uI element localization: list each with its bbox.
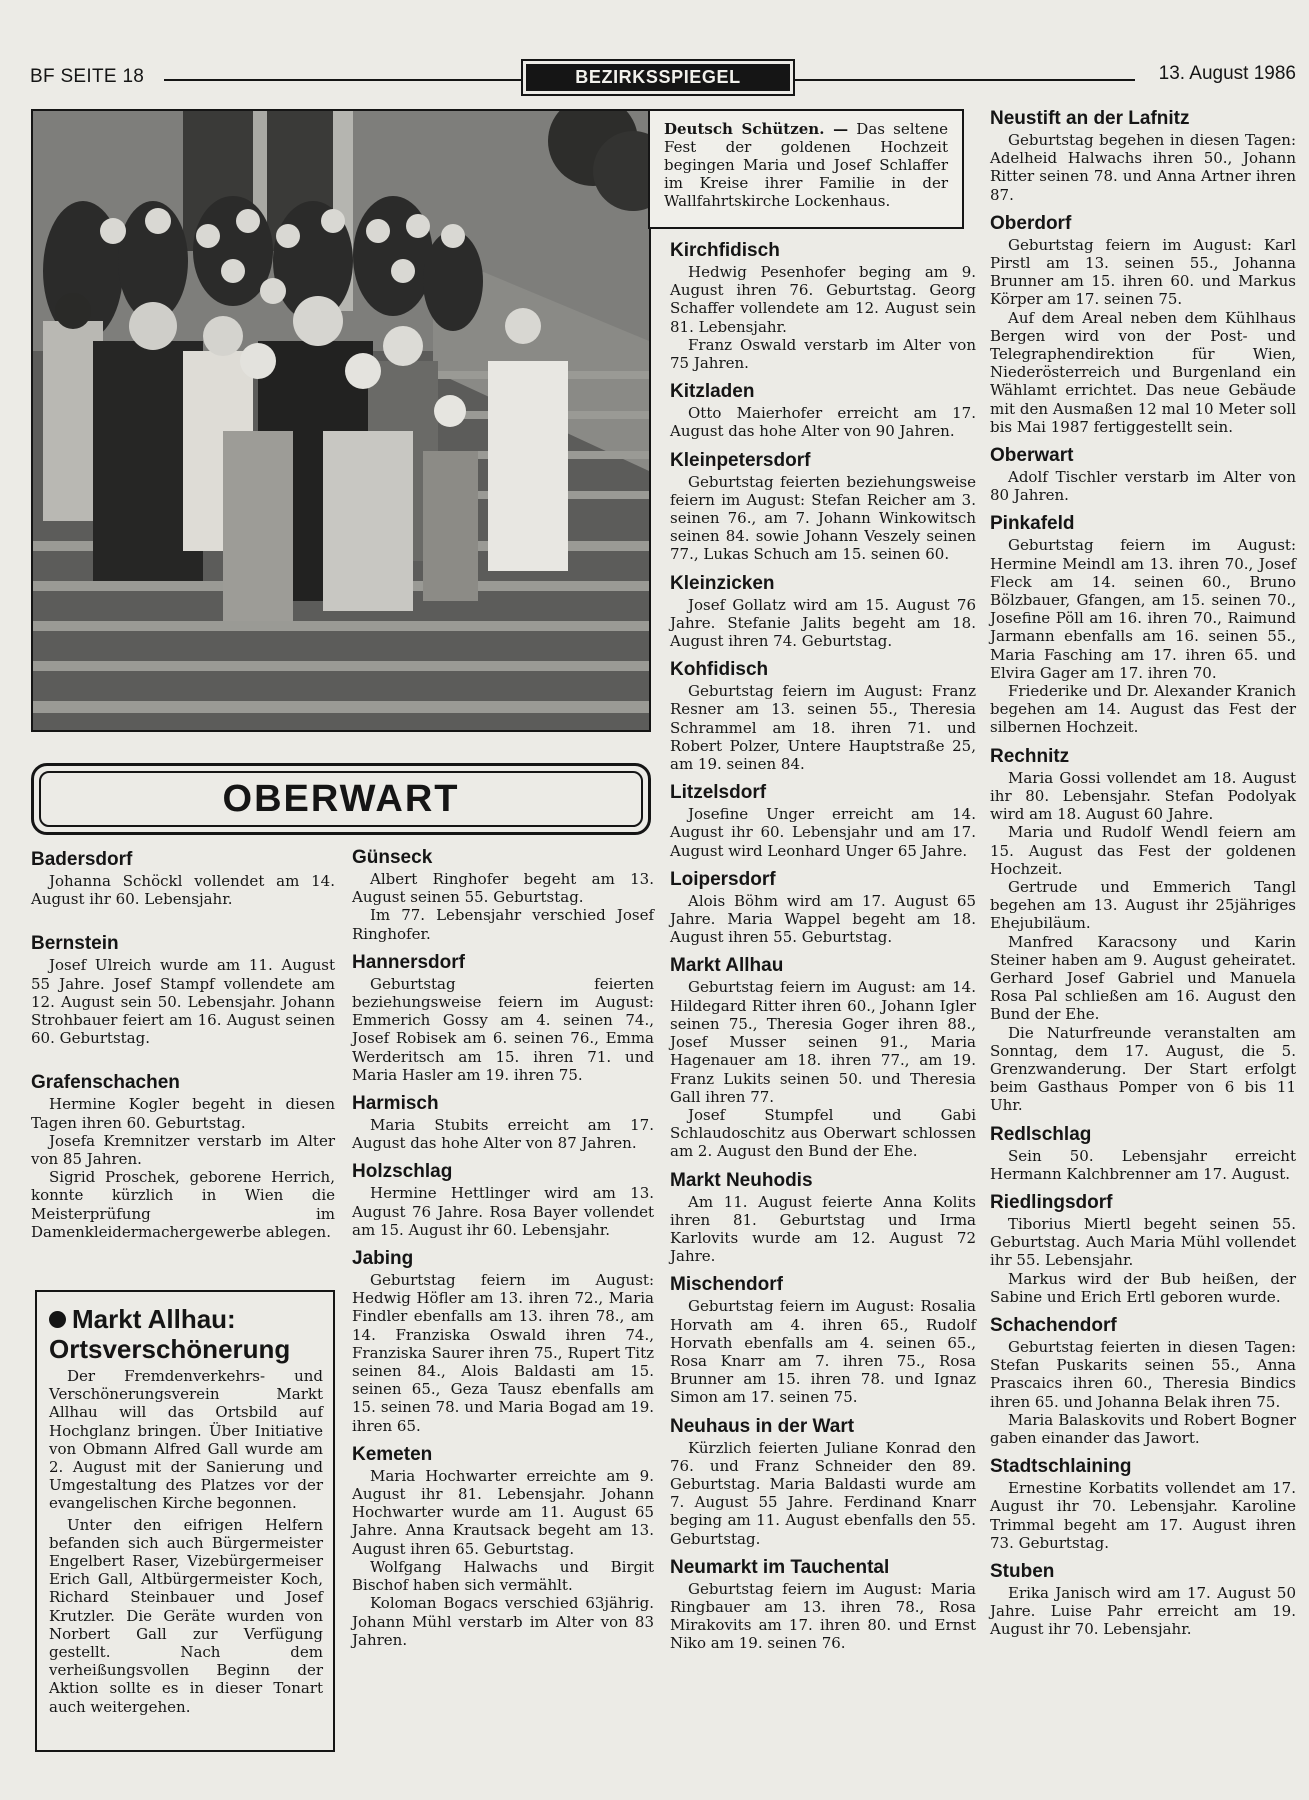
column-1 [31,848,335,1241]
section-heading: Kirchfidisch [670,240,780,261]
feature-box-heading-1 [49,1304,323,1334]
news-item: Manfred Karacsony und Karin Steiner haben am 9. August geheiratet. Gerhard Josef Gabriel und Manuela Rosa Pal schließen am 16. August den Bund der Ehe. [990,932,1296,1024]
news-item: Geburtstag feiern im August: Maria Ringbauer am 13. ihren 78., Rosa Mirakovits am 17. ihren 80. und Ernst Niko am 19. seinen 76. [670,1579,976,1653]
news-item: Josefine Unger erreicht am 14. August ihr 60. Lebensjahr und am 17. August wird Leonhard Unger 65 Jahre. [670,805,976,860]
news-item: Koloman Bogacs verschied 63jährig. Johann Mühl verstarb im Alter von 83 Jahren. [352,1594,654,1649]
section-heading: Kemeten [352,1443,433,1465]
news-item: Albert Ringhofer begeht am 13. August seinen 55. Geburtstag. [352,870,654,907]
news-item: Sigrid Proschek, geborene Herrich, konnte kürzlich in Wien die Meisterprüfung im Damenkleidermachergewerbe ablegen. [31,1168,335,1241]
section-heading: Hannersdorf [352,951,465,973]
news-item: Geburtstag feierten in diesen Tagen: Stefan Puskarits seinen 55., Anna Prascaics ihren 60., Theresia Bindics ihren 65. und Johanna Belak ihren 75. [990,1337,1296,1411]
feature-box [35,1290,335,1752]
news-item: Geburtstag feiern im August: am 14. Hildegard Ritter ihren 60., Johann Igler seinen 75., Theresia Goger ihren 88., Josef Musser seinen 91., Maria Hagenauer am 18. ihren 77., am 19. Franz Lukits seinen 50. und Theresia Gall ihren 77. [670,978,976,1106]
news-item: Hermine Kogler begeht in diesen Tagen ihren 60. Geburtstag. [31,1095,335,1132]
news-item: Geburtstag feiern im August: Rosalia Horvath am 4. ihren 65., Rudolf Horvath ebenfalls am 4. seinen 65., Rosa Knarr am 7. ihren 75., Rosa Brunner am 15. ihren 78. und Ignaz Simon am 17. seinen 75. [670,1297,976,1407]
section-heading: Pinkafeld [990,513,1075,535]
news-item: Wolfgang Halwachs und Birgit Bischof haben sich vermählt. [352,1557,654,1595]
section-heading: Bernstein [31,933,119,955]
feature-box-heading-2: Ortsverschönerung [49,1334,291,1364]
feature-box-heading-1-text: Markt Allhau: [72,1304,236,1334]
news-item: Maria Balaskovits und Robert Bogner gaben einander das Jawort. [990,1410,1296,1447]
section-heading: Markt Neuhodis [670,1169,813,1191]
section-heading: Neuhaus in der Wart [670,1415,855,1437]
news-item: Josef Stumpfel und Gabi Schlaudoschitz aus Oberwart schlossen am 2. August den Bund der Ehe. [670,1105,976,1161]
news-item: Geburtstag feierten beziehungsweise feiern im August: Emmerich Gossy am 4. seinen 74., Josef Robisek am 6. seinen 76., Emma Werderitsch am 15. ihren 71. und Maria Hasler am 19. ihren 75. [352,974,654,1084]
news-item: Adolf Tischler verstarb im Alter von 80 Jahren. [990,468,1296,505]
news-item: Am 11. August feierte Anna Kolits ihren 81. Geburtstag und Irma Karlovits wurde am 12. August 72 Jahre. [670,1192,976,1266]
caption-title: Deutsch Schützen. — [664,120,849,138]
feature-box-paragraph: Der Fremdenverkehrs- und Verschönerungsverein Markt Allhau will das Ortsbild auf Hochglanz bringen. Über Initiative von Obmann Alfred Gall wurde am 2. August mit der Sanierung und Umgestaltung des Platzes vor der evangelischen Kirche begonnen. [49,1367,323,1513]
news-item: Franz Oswald verstarb im Alter von 75 Jahren. [670,335,976,373]
section-heading: Kohfidisch [670,659,769,681]
section-heading: Loipersdorf [670,868,776,890]
section-heading: Kleinzicken [670,572,775,594]
section-heading: Harmisch [352,1093,439,1115]
section-heading: Schachendorf [990,1314,1117,1336]
header-rule-right [795,79,1135,81]
news-item: Im 77. Lebensjahr verschied Josef Ringhofer. [352,906,654,943]
section-heading: Litzelsdorf [670,782,767,804]
news-item: Sein 50. Lebensjahr erreicht Hermann Kalchbrenner am 17. August. [990,1146,1296,1183]
news-item: Otto Maierhofer erreicht am 17. August das hohe Alter von 90 Jahren. [670,404,976,441]
bullet-icon [49,1311,66,1328]
group-photo-image [33,111,649,730]
news-item: Geburtstag feierten beziehungsweise feiern im August: Stefan Reicher am 3. seinen 76., am 7. Johann Winkowitsch seinen 84. sowie Johann Veszely seinen 77., Lukas Schuch am 15. seinen 60. [670,472,976,564]
section-heading: Stadtschlaining [990,1456,1132,1478]
news-item: Josef Ulreich wurde am 11. August 55 Jahre. Josef Stampf vollendete am 12. August sein 50. Lebensjahr. Johann Strohbauer feiert am 16. August seinen 60. Geburtstag. [31,956,335,1048]
section-heading: Grafenschachen [31,1072,180,1094]
section-heading: Riedlingsdorf [990,1191,1113,1213]
section-heading: Kleinpetersdorf [670,449,811,471]
section-heading: Jabing [352,1248,414,1270]
section-title-box [521,59,795,96]
news-item: Johanna Schöckl vollendet am 14. August ihr 60. Lebensjahr. [31,872,335,909]
news-item: Maria Stubits erreicht am 17. August das hohe Alter von 87 Jahren. [352,1116,654,1153]
header-rule-left [164,79,521,81]
column-3 [670,239,976,1653]
section-heading: Neumarkt im Tauchental [670,1556,890,1578]
news-item: Maria Gossi vollendet am 18. August ihr 80. Lebensjahr. Stefan Podolyak wird am 18. August 60 Jahre. [990,768,1296,824]
news-item: Maria Hochwarter erreichte am 9. August ihr 81. Lebensjahr. Johann Hochwarter wurde am 11. August 65 Jahre. Anna Krautsack begeht am 13. August ihren 65. Geburtstag. [352,1466,654,1558]
section-heading: Rechnitz [990,745,1070,767]
group-photo [31,109,651,732]
news-item: Josef Gollatz wird am 15. August 76 Jahre. Stefanie Jalits begeht am 18. August ihren 74. Geburtstag. [670,595,976,651]
section-heading: Holzschlag [352,1161,453,1183]
news-item: Geburtstag feiern im August: Hedwig Höfler am 13. ihren 72., Maria Findler ebenfalls am 13. ihren 78., am 14. Franziska Oswald ihren 74., Franziska Saurer ihren 75., Rupert Titz seinen 84., Alois Baldasti am 15. seinen 65., Geza Tausz ebenfalls am 15. seinen 78. und Maria Bogad am 19. ihren 65. [352,1271,654,1435]
news-item: Hedwig Pesenhofer beging am 9. August ihren 76. Geburtstag. Georg Schaffer vollendete am 12. August sein 81. Lebensjahr. [670,263,976,336]
news-item: Alois Böhm wird am 17. August 65 Jahre. Maria Wappel begeht am 18. August ihren 55. Geburtstag. [670,891,976,947]
news-item: Geburtstag feiern im August: Karl Pirstl am 13. seinen 55., Johanna Brunner am 15. ihren 60. und Markus Körper am 17. seinen 75. [990,235,1296,309]
news-item: Kürzlich feierten Juliane Konrad den 76. und Franz Schneider den 89. Geburtstag. Maria Baldasti wurde am 7. August 55 Jahre. Ferdinand Knarr beging am 11. August ebenfalls den 55. Geburtstag. [670,1438,976,1548]
region-banner [31,763,651,835]
news-item: Erika Janisch wird am 17. August 50 Jahre. Luise Pahr erreicht am 19. August ihr 70. Lebensjahr. [990,1584,1296,1639]
section-heading: Oberdorf [990,212,1072,234]
section-heading: Neustift an der Lafnitz [990,108,1190,129]
photo-caption [648,109,964,229]
news-item: Markus wird der Bub heißen, der Sabine und Erich Ertl geboren wurde. [990,1269,1296,1306]
column-2 [352,846,654,1649]
news-item: Geburtstag feiern im August: Hermine Meindl am 13. ihren 70., Josef Fleck am 14. seinen 60., Bruno Bölzbauer, Gfangen, am 15. seinen 70., Josefine Pöll am 16. ihren 70., Raimund Jarmann ebenfalls am 16. seinen 55., Maria Fasching am 17. ihren 65. und Elvira Gager am 17. ihren 70. [990,536,1296,682]
news-item: Josefa Kremnitzer verstarb im Alter von 85 Jahren. [31,1131,335,1169]
news-item: Auf dem Areal neben dem Kühlhaus Bergen wird von der Post- und Telegraphendirektion für Wien, Niederösterreich und Burgenland ein Wählamt errichtet. Das neue Gebäude mit den Ausmaßen 12 mal 10 Meter soll bis Mai 1987 fertiggestellt sein. [990,308,1296,436]
news-item: Geburtstag begehen in diesen Tagen: Adelheid Halwachs ihren 50., Johann Ritter seinen 78. und Anna Artner ihren 87. [990,131,1296,204]
issue-date: 13. August 1986 [1151,63,1296,85]
section-heading: Günseck [352,847,433,868]
news-item: Hermine Hettlinger wird am 13. August 76 Jahre. Rosa Bayer vollendet am 15. August ihr 60. Lebensjahr. [352,1184,654,1239]
column-4 [990,107,1296,1639]
section-heading: Mischendorf [670,1274,783,1296]
news-item: Tiborius Miertl begeht seinen 55. Geburtstag. Auch Maria Mühl vollendet ihr 55. Lebensjahr. [990,1214,1296,1270]
section-heading: Stuben [990,1561,1055,1582]
news-item: Friederike und Dr. Alexander Kranich begehen am 14. August das Fest der silbernen Hochzeit. [990,682,1296,737]
caption-text: Das seltene Fest der goldenen Hochzeit begingen Maria und Josef Schlaffer im Kreise ihrer Familie in der Wallfahrtskirche Lockenhaus. [664,120,948,210]
section-heading: Markt Allhau [670,955,784,977]
section-heading: Oberwart [990,445,1074,467]
section-heading: Kitzladen [670,381,755,403]
news-item: Gertrude und Emmerich Tangl begehen am 13. August ihr 25jähriges Ehejubiläum. [990,877,1296,933]
page-number: BF SEITE 18 [30,66,145,87]
region-banner-title: OBERWART [39,771,643,827]
section-heading: Redlschlag [990,1123,1092,1145]
news-item: Ernestine Korbatits vollendet am 17. August ihr 70. Lebensjahr. Karoline Trimmal begeht am 17. August ihren 73. Geburtstag. [990,1479,1296,1552]
section-heading: Badersdorf [31,849,133,870]
feature-box-paragraph: Unter den eifrigen Helfern befanden sich auch Bürgermeister Engelbert Raser, Vizebürgermeiser Erich Gall, Altbürgermeister Koch, Richard Steinbauer und Josef Krutzler. Die Geräte wurden von Norbert Gall zur Verfügung gestellt. Nach dem verheißungsvollen Beginn der Aktion sollte es in dieser Tonart auch weitergehen. [49,1515,323,1716]
section-title: BEZIRKSSPIEGEL [526,64,790,91]
news-item: Die Naturfreunde veranstalten am Sonntag, dem 17. August, die 5. Grenzwanderung. Der Start erfolgt beim Gasthaus Pomper von 6 bis 11 Uhr. [990,1023,1296,1115]
news-item: Geburtstag feiern im August: Franz Resner am 13. seinen 55., Theresia Schrammel am 18. ihren 71. und Robert Polzer, Untere Hauptstraße 25, am 19. seinen 84. [670,682,976,774]
news-item: Maria und Rudolf Wendl feiern am 15. August das Fest der goldenen Hochzeit. [990,823,1296,878]
